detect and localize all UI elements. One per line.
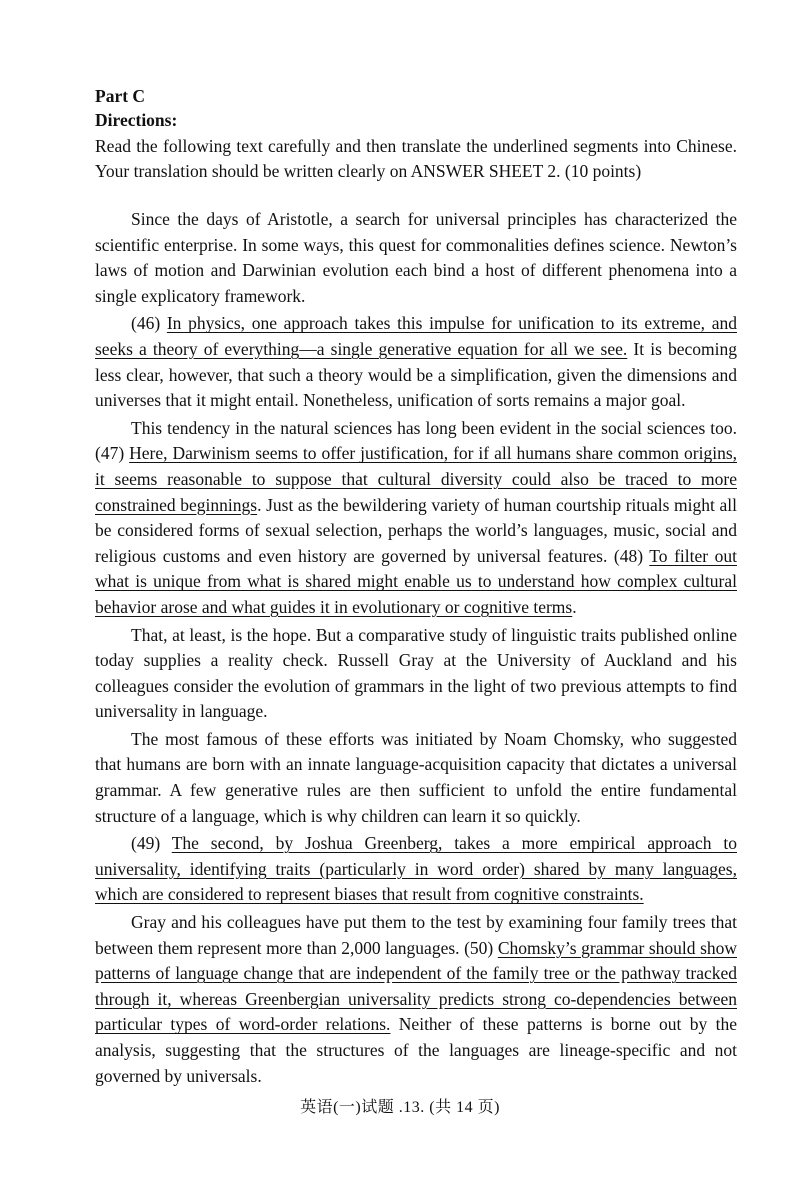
paragraph-7-intro: Gray and his colleagues have put them to the test by examining four family trees that between them represent more than 2,000 languages. [95, 912, 737, 958]
paragraph-3-intro: This tendency in the natural sciences has long been evident in the social sciences too. [131, 417, 737, 438]
passage [95, 207, 737, 1091]
underlined-segment-50: Chomsky’s grammar should show patterns of language change that are independent of the family tree or the pathway tracked through it, whereas Greenbergian universality predicts strong co-dependencies between particular types of word-order relations. [95, 937, 738, 1035]
paragraph-3-middle: . Just as the bewildering variety of human courtship rituals might all be considered forms of sexual selection, perhaps the world’s languages, music, social and religious customs and even history are governed by universal features. [95, 494, 737, 566]
underlined-segment-48: To filter out what is unique from what is shared might enable us to understand how complex cultural behavior arose and what guides it in evolutionary or cognitive terms [95, 545, 737, 617]
question-number-48: (48) [613, 545, 650, 566]
underlined-segment-46: In physics, one approach takes this impulse for unification to its extreme, and seeks a theory of everything—a single generative equation for all we see. [95, 313, 738, 359]
question-number-47: (47) [95, 443, 130, 464]
paragraph-2 [95, 311, 737, 413]
paragraph-4: That, at least, is the hope. But a comparative study of linguistic traits published online today supplies a reality check. Russell Gray at the University of Auckland and his colleagues consider the evolution of grammars in the light of two previous attempts to find universality in language. [95, 624, 737, 722]
question-number-49: (49) [131, 833, 172, 854]
underlined-segment-49: The second, by Joshua Greenberg, takes a more empirical approach to universality, identifying traits (particularly in word order) shared by many languages, which are considered to represent biases that result from cognitive constraints. [95, 833, 737, 905]
question-number-50: (50) [464, 937, 498, 958]
page-footer: 英语(一)试题 .13. (共 14 页) [300, 1099, 500, 1116]
directions-text: Read the following text carefully and then translate the underlined segments into Chinese. Your translation should be written clearly on ANSWER SHEET 2. (10 points) [95, 136, 737, 181]
paragraph-1: Since the days of Aristotle, a search for universal principles has characterized the scientific enterprise. In some ways, this quest for commonalities defines science. Newton’s laws of motion and Darwinian evolution each bind a host of different phenomena into a single explicatory framework. [95, 209, 737, 306]
paragraph-3-end: . [572, 596, 577, 617]
paragraph-6 [95, 831, 737, 908]
question-number-46: (46) [131, 313, 167, 334]
underlined-segment-47: Here, Darwinism seems to offer justification, for if all humans share common origins, it seems reasonable to suppose that cultural diversity could also be traced to more constrained beginnings [95, 443, 738, 515]
paragraph-3 [95, 416, 737, 621]
directions-heading: Directions: [95, 110, 178, 130]
paragraph-7-end: Neither of these patterns is borne out by the analysis, suggesting that the structures of the languages are lineage-specific and not governed by universals. [95, 1014, 737, 1086]
paragraph-7 [95, 910, 737, 1089]
paragraph-5: The most famous of these efforts was initiated by Noam Chomsky, who suggested that humans are born with an innate language-acquisition capacity that dictates a universal grammar. A few generative rules are then sufficient to unfold the entire fundamental structure of a language, which is why children can learn it so quickly. [95, 728, 737, 826]
paragraph-2-rest: It is becoming less clear, however, that such a theory would be a simplification, given the dimensions and universes that it might entail. Nonetheless, unification of sorts remains a major goal. [95, 338, 737, 411]
part-heading: Part C [95, 86, 146, 106]
